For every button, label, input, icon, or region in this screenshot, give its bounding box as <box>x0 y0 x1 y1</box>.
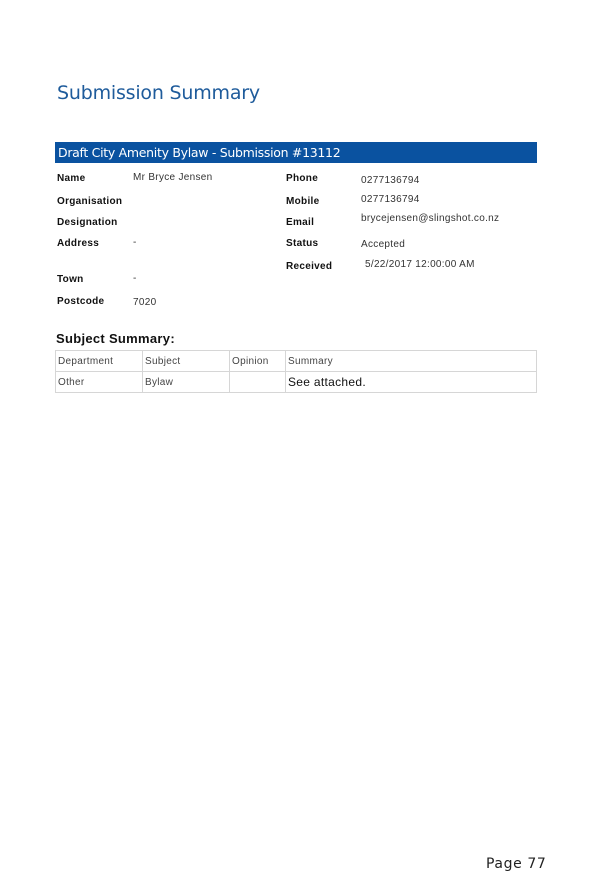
designation-label: Designation <box>57 217 118 228</box>
column-header-department: Department <box>56 351 143 372</box>
column-header-opinion: Opinion <box>230 351 286 372</box>
email-value: brycejensen@slingshot.co.nz <box>361 213 500 224</box>
phone-label: Phone <box>286 173 319 184</box>
column-header-summary: Summary <box>286 351 537 372</box>
status-label: Status <box>286 238 319 249</box>
mobile-value: 0277136794 <box>361 194 420 205</box>
table-row <box>56 372 537 393</box>
department-cell: Other <box>56 372 143 393</box>
subject-summary-table <box>55 350 537 393</box>
received-value: 5/22/2017 12:00:00 AM <box>365 259 475 270</box>
page-number: Page 77 <box>486 856 547 872</box>
table-header-row <box>56 351 537 372</box>
received-label: Received <box>286 261 333 272</box>
status-badge: Accepted <box>361 239 406 250</box>
summary-cell: See attached. <box>286 372 537 393</box>
address-value: - <box>133 237 137 248</box>
subject-cell: Bylaw <box>143 372 230 393</box>
name-label: Name <box>57 173 86 184</box>
postcode-value: 7020 <box>133 297 157 308</box>
name-value: Mr Bryce Jensen <box>133 172 213 183</box>
organisation-label: Organisation <box>57 196 123 207</box>
page-title: Submission Summary <box>57 82 260 104</box>
column-header-subject: Subject <box>143 351 230 372</box>
phone-value: 0277136794 <box>361 175 420 186</box>
opinion-cell <box>230 372 286 393</box>
town-value: - <box>133 273 137 284</box>
subject-summary-heading: Subject Summary: <box>56 331 175 346</box>
email-label: Email <box>286 217 315 228</box>
mobile-label: Mobile <box>286 196 320 207</box>
address-label: Address <box>57 238 100 249</box>
postcode-label: Postcode <box>57 296 105 307</box>
submission-banner: Draft City Amenity Bylaw - Submission #13112 <box>55 142 537 163</box>
town-label: Town <box>57 274 84 285</box>
